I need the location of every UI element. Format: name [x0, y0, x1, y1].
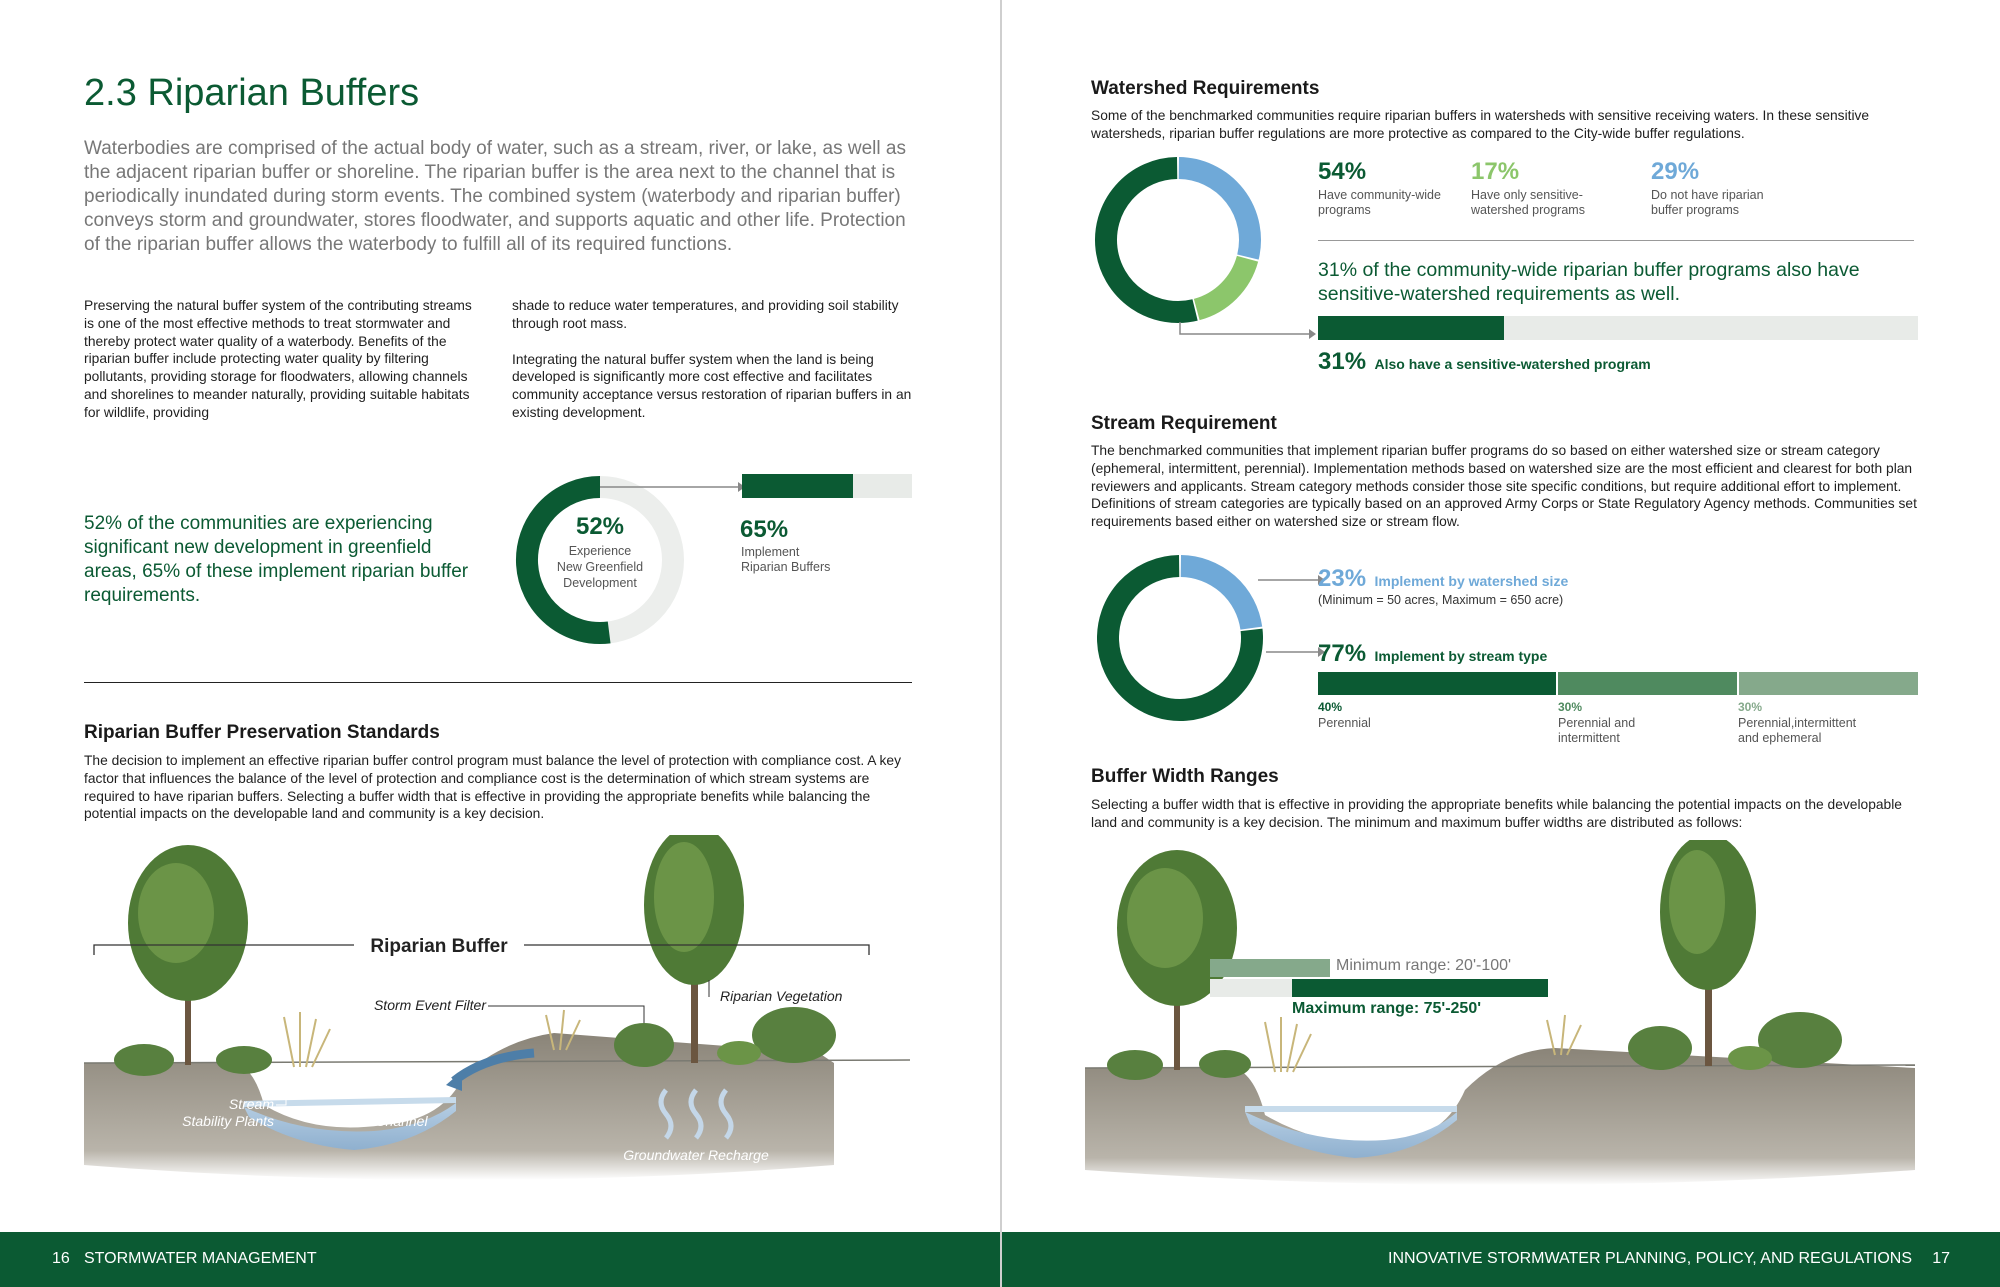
stream-type-segment-perennial [1318, 672, 1556, 695]
grass [284, 1012, 330, 1067]
shrub [1107, 1050, 1163, 1080]
stat-label-line: Have only sensitive- [1471, 188, 1583, 202]
left-page-number: 16 [52, 1250, 70, 1267]
storm-event-filter-label: Storm Event Filter [373, 997, 486, 1013]
shrub [114, 1044, 174, 1076]
stat-label-line: buffer programs [1651, 203, 1740, 217]
stats-divider [1318, 240, 1914, 241]
riparian-vegetation-label: Riparian Vegetation [720, 988, 843, 1004]
left-tree-canopy-light [1127, 868, 1203, 968]
bar-label-line: Riparian Buffers [741, 560, 831, 574]
watershed-donut-segment-none [1179, 168, 1250, 257]
maximum-range-label: Maximum range: 75'-250' [1292, 1000, 1482, 1017]
stream-type-pct: 77% [1318, 640, 1367, 667]
segment-label [1558, 716, 1635, 746]
intro-paragraph: Waterbodies are comprised of the actual body of water, such as a stream, river, or lake, as well as the adjacent riparian buffer or shoreline. The riparian buffer is the area next to the channel that is periodically inundated during storm events. The combined system (waterbody and riparian buffer) conveys storm and groundwater, stores floodwater, and supports aquatic and other life. Protection of the riparian buffer allows the waterbody to fulfill all of its required functions. [84, 138, 906, 255]
standards-paragraph: The decision to implement an effective riparian buffer control program must balance the level of protection with compliance cost. A key factor that influences the balance of the level of protection and compliance cost is the determination of which stream systems are required to have riparian buffers. Selecting a buffer width that is effective in providing the appropriate benefits while balancing the potential impacts on the developable land and community is a key decision. [84, 753, 902, 822]
riparian-buffer-label: Riparian Buffer [370, 936, 508, 957]
segment-label-line: intermittent [1558, 731, 1620, 745]
water-surface [1245, 1106, 1457, 1112]
watershed-bar-pct: 31% [1318, 348, 1367, 375]
stat-pct: 54% [1318, 158, 1367, 185]
greenfield-donut-label [540, 543, 660, 591]
stat-community-wide [1318, 158, 1441, 218]
segment-label [1738, 716, 1856, 746]
minimum-range-bar [1210, 959, 1330, 977]
body-column-2-p2: Integrating the natural buffer system when the land is being developed is significantly more cost effective and facilitates community acceptance versus restoration of riparian buffers in an existing development. [512, 351, 912, 420]
riparian-bar-track [742, 474, 912, 498]
watershed-donut [1090, 152, 1266, 328]
watershed-bar-label: Also have a sensitive-watershed program [1374, 356, 1651, 372]
segment-label-line: Perennial and [1558, 716, 1636, 730]
stream-type-stat [1318, 640, 1547, 668]
segment-pct: 30% [1558, 700, 1583, 714]
donut-label-line: Development [563, 576, 637, 590]
watershed-heading: Watershed Requirements [1091, 78, 1320, 99]
stream-donut [1092, 550, 1268, 726]
shrub [1628, 1026, 1692, 1070]
right-page [1002, 0, 2000, 1287]
left-footer-title: STORMWATER MANAGEMENT [84, 1250, 317, 1267]
stream-channel-label: Stream Channel [326, 1113, 428, 1129]
riparian-bar-label [741, 545, 830, 575]
segment-label-line: Perennial,intermittent [1738, 716, 1857, 730]
stat-sensitive-only [1471, 158, 1585, 218]
segment-label-line: and ephemeral [1738, 731, 1822, 745]
maximum-range-bar [1292, 979, 1548, 997]
right-tree-canopy-light [1669, 850, 1725, 954]
riparian-bar-fill [742, 474, 853, 498]
storm-flow-arrowhead [446, 1071, 462, 1091]
stat-label-line: watershed programs [1471, 203, 1585, 217]
watershed-arrow [1177, 322, 1317, 344]
riparian-bar-pct: 65% [740, 516, 789, 543]
body-column-2-p1: shade to reduce water temperatures, and providing soil stability through root mass. [512, 298, 899, 331]
left-tree-canopy-light [138, 863, 214, 963]
stat-label [1318, 188, 1441, 218]
buffer-width-paragraph: Selecting a buffer width that is effective in providing the appropriate benefits while balancing the potential impacts on the developable land and community is a key decision. The minimum and maximum buffer widths are distributed as follows: [1091, 797, 1902, 830]
stream-type-bar [1318, 672, 1918, 695]
shrub [216, 1046, 272, 1074]
right-footer-title: INNOVATIVE STORMWATER PLANNING, POLICY, AND REGULATIONS [1388, 1250, 1912, 1267]
watershed-size-pct: 23% [1318, 565, 1367, 592]
stream-donut-segment-watershed-size [1181, 566, 1251, 628]
watershed-donut-segment-sensitive-only [1197, 259, 1248, 310]
groundwater-label: Groundwater Recharge [623, 1147, 769, 1163]
segment-label-line: Perennial [1318, 716, 1371, 730]
donut-label-line: New Greenfield [556, 560, 644, 574]
watershed-bar-caption [1318, 348, 1651, 376]
watershed-bar-track [1318, 316, 1918, 340]
greenfield-callout: 52% of the communities are experiencing significant new development in greenfield areas, 65% of these implement riparian buffer requirements. [84, 513, 469, 606]
stream-paragraph: The benchmarked communities that implement riparian buffer programs do so based on either watershed size or stream category (ephemeral, intermittent, perennial). Implementation methods based on watershed size are the most efficient and clearest for both plan reviewers and applicants. Stream category methods consider those site specific conditions, but require additional effort to implement. Definitions of stream categories are typically based on an approved Army Corps or State Regulatory Agency methods. Communities set requirements based either on watershed size or stream flow. [1091, 443, 1917, 530]
stat-pct: 17% [1471, 158, 1520, 185]
segment-pct: 40% [1318, 700, 1343, 714]
stream-heading: Stream Requirement [1091, 413, 1277, 434]
stream-type-segment-ephemeral [1739, 672, 1918, 695]
watershed-size-sub: (Minimum = 50 acres, Maximum = 650 acre) [1318, 593, 1564, 607]
watershed-bar-fill [1318, 316, 1504, 340]
shrub [1199, 1050, 1251, 1078]
riparian-illustration [84, 835, 916, 1205]
storm-filter-leader [488, 1006, 644, 1023]
right-footer [1002, 1232, 2000, 1287]
standards-heading: Riparian Buffer Preservation Standards [84, 722, 440, 743]
maximum-range-lead [1210, 979, 1292, 997]
stat-no-program [1651, 158, 1764, 218]
greenfield-arrow [600, 478, 745, 498]
watershed-paragraph: Some of the benchmarked communities require riparian buffers in watersheds with sensitive receiving waters. In these sensitive watersheds, riparian buffer regulations are more protective as compared to the City-wide buffer regulations. [1091, 108, 1870, 141]
stat-label [1471, 188, 1585, 218]
water-surface [244, 1097, 456, 1107]
stat-label-line: programs [1318, 203, 1371, 217]
grass [1265, 1017, 1311, 1072]
section-divider [84, 682, 912, 683]
stream-type-label: Implement by stream type [1374, 648, 1548, 664]
stat-label-line: Have community-wide [1318, 188, 1441, 202]
greenfield-donut-pct: 52% [575, 513, 625, 540]
stream-stability-label-2: Stability Plants [182, 1113, 274, 1129]
segment-label-ephemeral [1738, 700, 1856, 746]
stream-arrows [1258, 570, 1326, 660]
segment-pct: 30% [1738, 700, 1763, 714]
buffer-width-illustration [1085, 840, 1925, 1210]
minimum-range-label: Minimum range: 20'-100' [1336, 957, 1512, 974]
shrub [717, 1041, 761, 1065]
middle-tree-canopy-light [654, 842, 714, 952]
stat-label-line: Do not have riparian [1651, 188, 1764, 202]
stream-type-segment-intermittent [1558, 672, 1737, 695]
stat-pct: 29% [1651, 158, 1700, 185]
stream-stability-label-1: Stream [228, 1096, 274, 1112]
watershed-size-stat [1318, 565, 1568, 593]
page-title: 2.3 Riparian Buffers [84, 72, 420, 114]
donut-label-line: Experience [568, 544, 632, 558]
storm-filter-shrub [614, 1023, 674, 1067]
watershed-donut-segment-community-wide [1106, 168, 1195, 312]
segment-label-perennial [1318, 700, 1371, 731]
bar-label-line: Implement [741, 545, 800, 559]
right-page-number: 17 [1932, 1250, 1950, 1267]
left-footer [0, 1232, 1000, 1287]
buffer-width-heading: Buffer Width Ranges [1091, 766, 1279, 787]
shrub [1728, 1046, 1772, 1070]
watershed-callout: 31% of the community-wide riparian buffer programs also have sensitive-watershed requirements as well. [1318, 259, 1860, 305]
body-column-2 [512, 297, 917, 422]
stat-label [1651, 188, 1764, 218]
body-column-1: Preserving the natural buffer system of the contributing streams is one of the most effective methods to treat stormwater and thereby protect water quality of a waterbody. Benefits of the riparian buffer include protecting water quality by filtering pollutants, providing storage for floodwaters, allowing channels and shorelines to meander naturally, providing suitable habitats for wildlife, providing [84, 298, 472, 420]
shrub [752, 1007, 836, 1063]
segment-label-intermittent [1558, 700, 1635, 746]
watershed-size-label: Implement by watershed size [1374, 573, 1569, 589]
